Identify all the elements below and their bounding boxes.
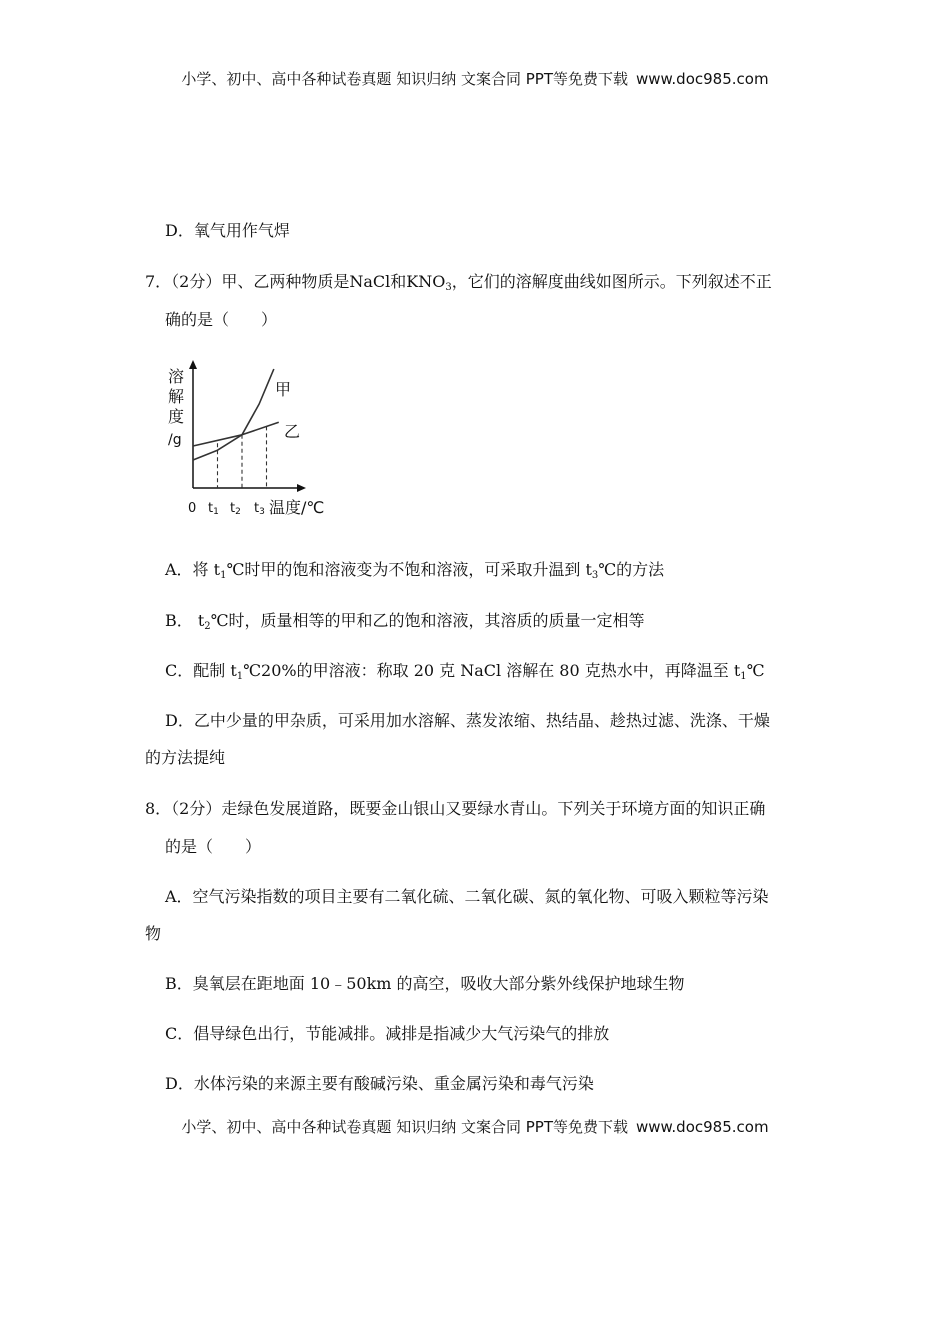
q7-line1-sub: 3 xyxy=(445,282,452,293)
xlabel: 温度/℃ xyxy=(269,498,325,517)
ylabel-char-3: 度 xyxy=(168,407,185,426)
q7-option-c: C．配制 $t_1℃20\%$的甲溶液：称取 20 克 NaCl 溶解在 80 克热水中，再降温至 $t_1℃$ xyxy=(165,661,765,682)
q8-option-c: C．倡导绿色出行，节能减排。减排是指减少大气污染气的排放 xyxy=(165,1024,610,1043)
series-label-jia: 甲 xyxy=(275,380,292,399)
ylabel-char-1: 溶 xyxy=(168,367,185,386)
tick-label-t1: t1 xyxy=(208,501,219,517)
chart-marks xyxy=(193,369,279,488)
ylabel-char-2: 解 xyxy=(168,387,185,406)
series-line-yi xyxy=(193,422,279,446)
q7-option-d-line1: D．乙中少量的甲杂质，可采用加水溶解、蒸发浓缩、热结晶、趁热过滤、洗涤、干燥 xyxy=(165,711,770,730)
x-axis-arrow xyxy=(297,484,306,492)
header-url: www.doc985.com xyxy=(635,70,769,88)
q7-option-d-line2: 的方法提纯 xyxy=(145,748,226,767)
q7-line1 xyxy=(145,271,772,299)
origin-label: 0 xyxy=(188,501,197,516)
footer-url: www.doc985.com xyxy=(635,1118,769,1136)
ylabel-char-4: /g xyxy=(168,432,182,448)
q8-line1: 8．（2分）走绿色发展道路，既要金山银山又要绿水青山。下列关于环境方面的知识正确 xyxy=(145,799,766,818)
y-axis-arrow xyxy=(189,360,197,369)
series-label-yi: 乙 xyxy=(284,422,301,441)
q8-option-d: D．水体污染的来源主要有酸碱污染、重金属污染和毒气污染 xyxy=(165,1074,594,1093)
q7-option-b: B． $t_2℃$时，质量相等的甲和乙的饱和溶液，其溶质的质量一定相等 xyxy=(165,611,645,632)
footer-text: 小学、初中、高中各种试卷真题 知识归纳 文案合同 PPT等免费下载 xyxy=(181,1118,628,1136)
q8-option-a-line1: A．空气污染指数的项目主要有二氧化硫、二氧化碳、氮的氧化物、可吸入颗粒等污染 xyxy=(165,887,769,906)
tick-label-t3: t3 xyxy=(254,501,265,517)
tick-label-t2: t2 xyxy=(230,501,241,517)
solubility-chart xyxy=(162,358,342,526)
header-text: 小学、初中、高中各种试卷真题 知识归纳 文案合同 PPT等免费下载 xyxy=(181,70,628,88)
page-footer xyxy=(0,1116,950,1137)
prev-option-d: D．氧气用作气焊 xyxy=(165,221,290,240)
q7-line1-a: 7．（2分）甲、乙两种物质是NaCl和KNO xyxy=(145,272,446,291)
q8-option-a-line2: 物 xyxy=(145,924,162,943)
page-header xyxy=(0,68,950,89)
q8-option-b: B．臭氧层在距地面 10﹣50km 的高空，吸收大部分紫外线保护地球生物 xyxy=(165,974,685,993)
q7-option-a: A．将 $t_1℃$时甲的饱和溶液变为不饱和溶液，可采取升温到 $t_3℃$的方法 xyxy=(165,560,665,581)
q8-line2: 的是（ ） xyxy=(165,837,262,856)
q7-line2: 确的是（ ） xyxy=(165,310,278,329)
series-line-jia xyxy=(193,369,274,460)
q7-line1-b: ，它们的溶解度曲线如图所示。下列叙述不正 xyxy=(451,272,772,291)
